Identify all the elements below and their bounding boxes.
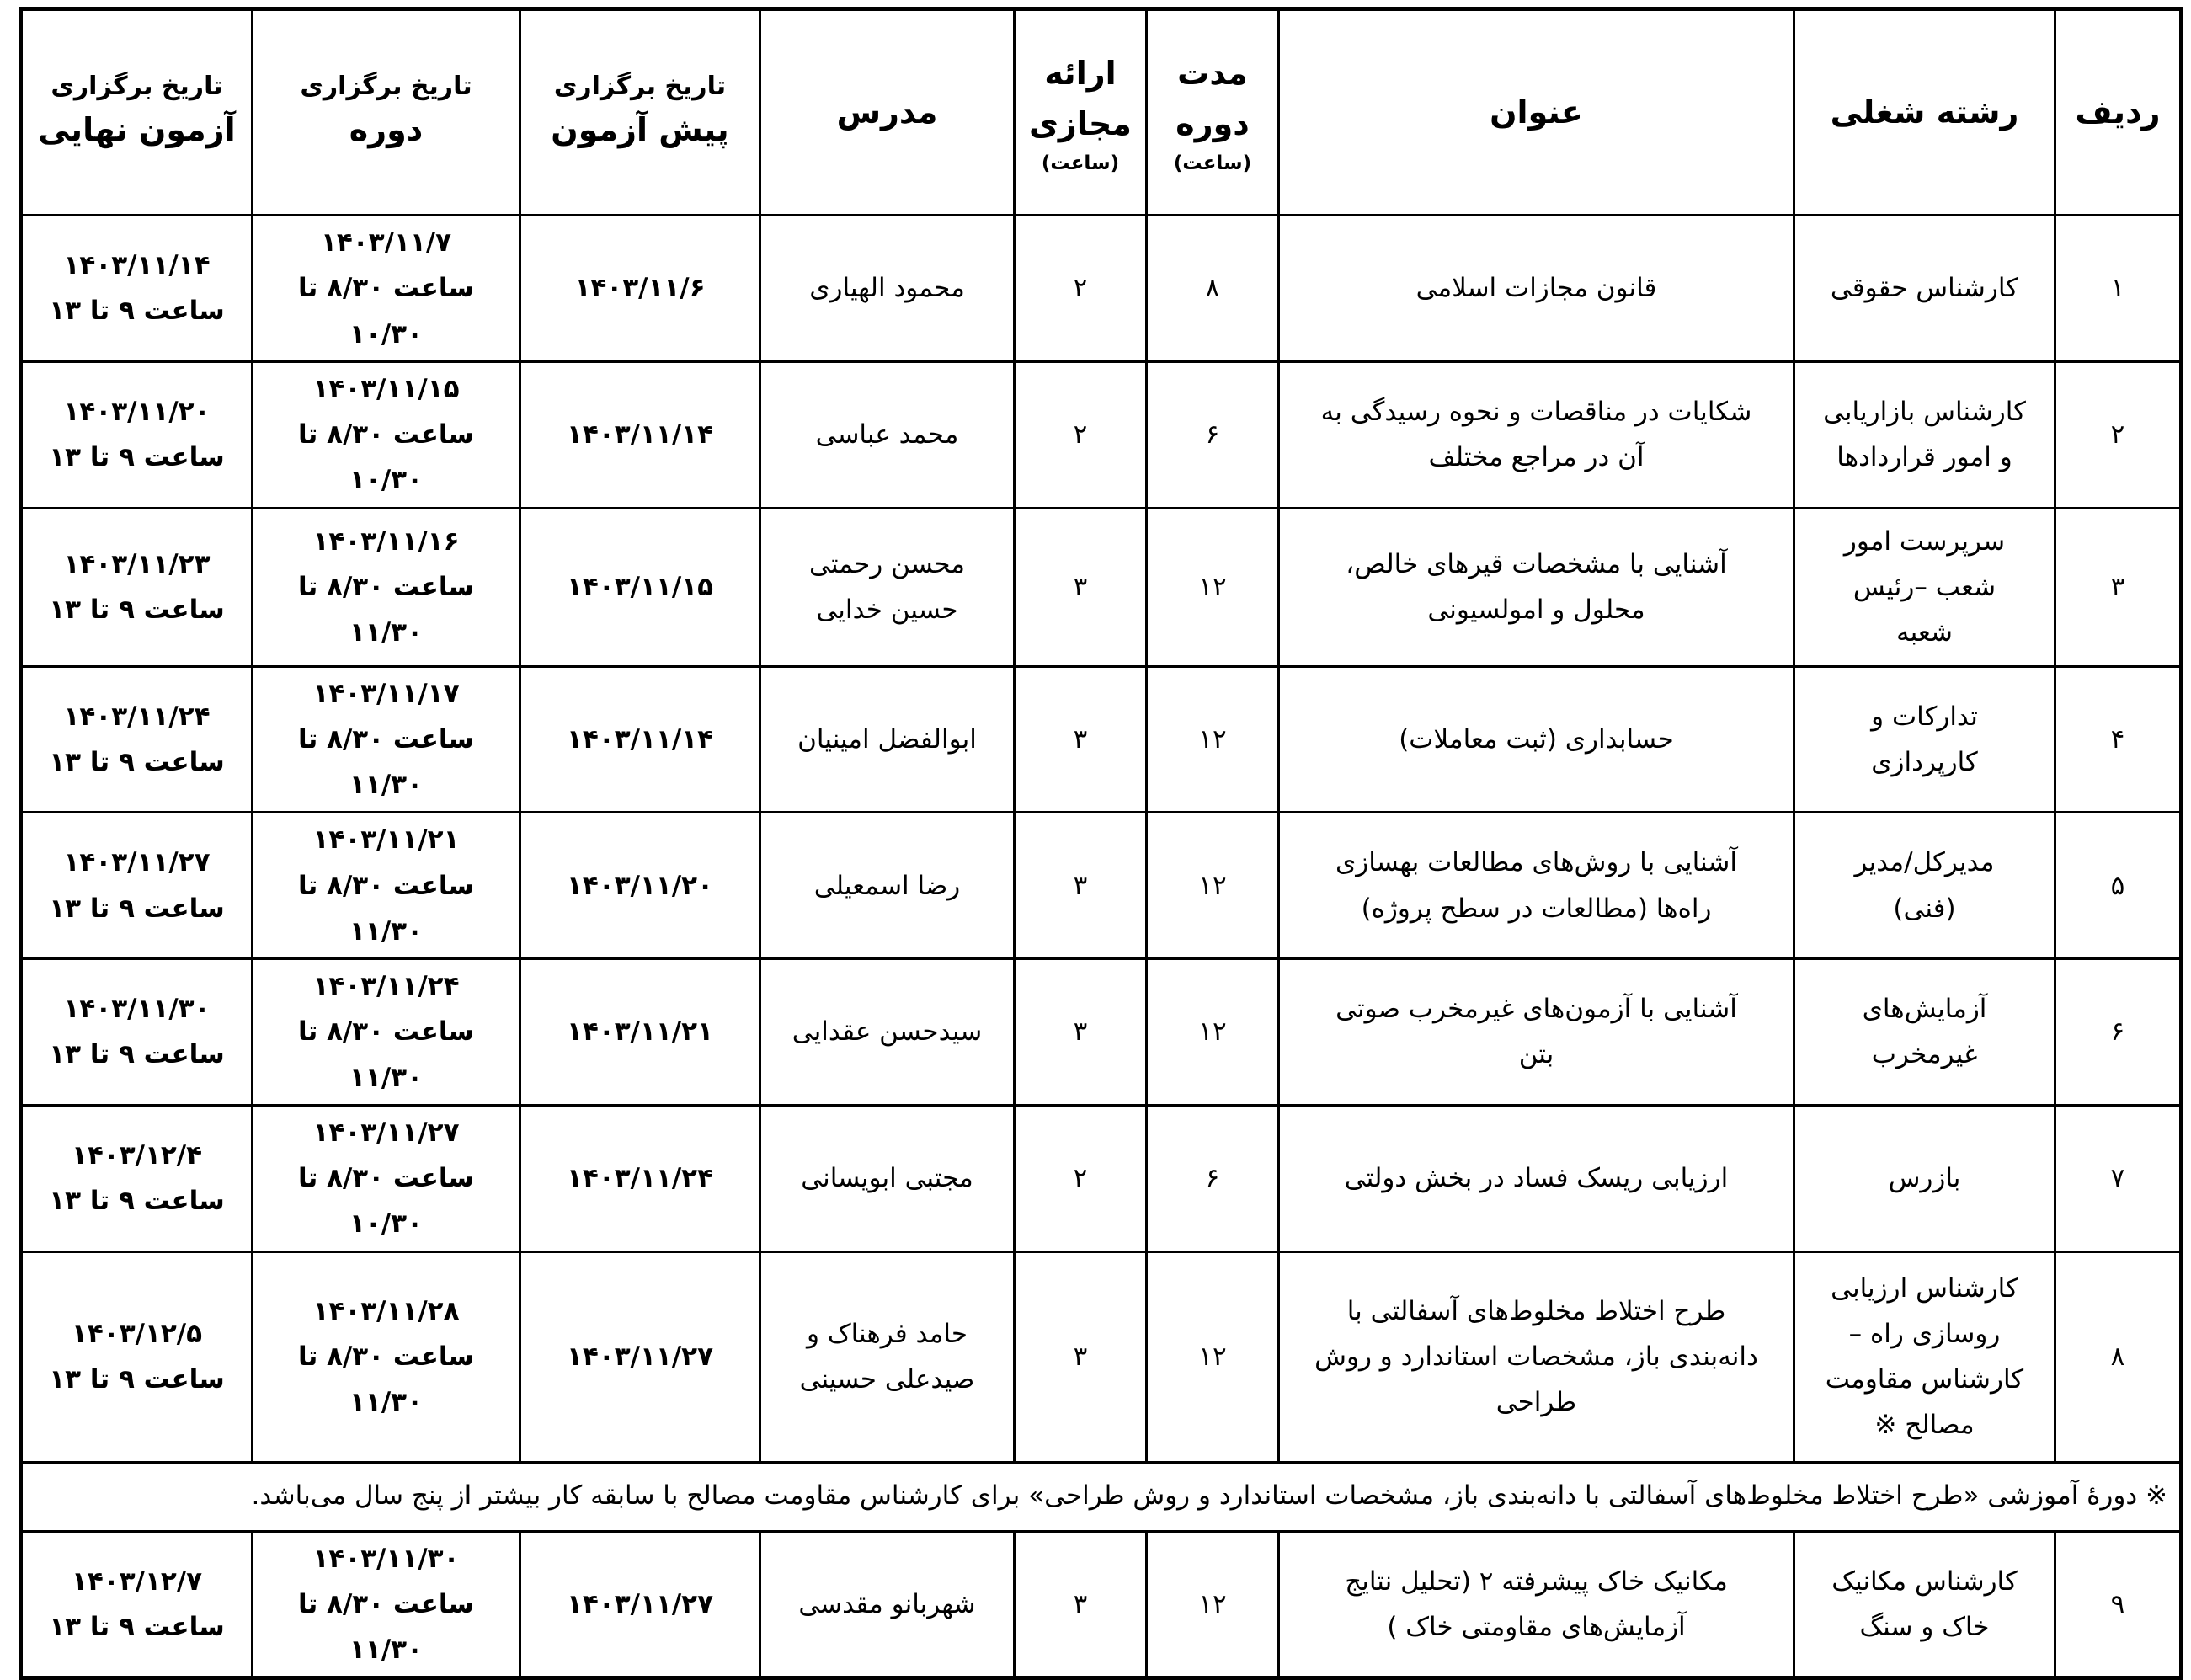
cell-duration-line: ۸	[1205, 273, 1220, 304]
cell-row-no	[2055, 666, 2182, 813]
cell-virtual	[1015, 1251, 1147, 1462]
cell-pretest-date	[520, 361, 760, 508]
cell-virtual	[1015, 508, 1147, 666]
cell-field-line: کارشناس حقوقی	[1830, 273, 2019, 304]
cell-final-date-line: ساعت ۹ تا ۱۳	[49, 595, 225, 625]
header-row-no: ردیف	[2055, 9, 2182, 216]
cell-duration-line: ۱۲	[1198, 1016, 1227, 1048]
cell-final-date	[21, 666, 253, 813]
cell-virtual-line: ۳	[1073, 571, 1088, 602]
cell-final-date-line: ۱۴۰۳/۱۲/۷	[71, 1565, 203, 1597]
cell-course-date-line: ساعت ۸/۳۰ تا ۱۱/۳۰	[297, 870, 475, 947]
cell-course-date	[253, 1105, 520, 1251]
cell-field-line: خاک و سنگ	[1859, 1611, 1990, 1642]
cell-final-date	[21, 361, 253, 508]
cell-instructor	[760, 508, 1015, 666]
cell-virtual-line: ۳	[1073, 1588, 1088, 1619]
cell-field-line: مصالح ※	[1874, 1410, 1975, 1441]
cell-duration	[1147, 361, 1279, 508]
table-row	[21, 1251, 2182, 1462]
cell-course-date-line: ۱۴۰۳/۱۱/۲۸	[312, 1295, 460, 1326]
cell-row-no-line: ۸	[2110, 1341, 2125, 1372]
table-row	[21, 959, 2182, 1106]
cell-field	[1794, 1105, 2055, 1251]
cell-field-line: شعب –رئیس	[1852, 571, 1996, 602]
cell-row-no	[2055, 1251, 2182, 1462]
cell-duration	[1147, 813, 1279, 959]
cell-final-date-line: ۱۴۰۳/۱۱/۲۷	[63, 847, 211, 878]
cell-duration	[1147, 666, 1279, 813]
cell-instructor	[760, 216, 1015, 362]
cell-final-date	[21, 813, 253, 959]
header-field: رشته شغلی	[1794, 9, 2055, 216]
cell-field-line: شعبه	[1896, 617, 1953, 648]
cell-duration-line: ۱۲	[1198, 571, 1227, 602]
cell-field	[1794, 959, 2055, 1106]
cell-field	[1794, 1531, 2055, 1678]
table-row	[21, 1531, 2182, 1678]
cell-pretest-date	[520, 1251, 760, 1462]
cell-duration	[1147, 1251, 1279, 1462]
cell-instructor-line: محمود الهیاری	[809, 273, 965, 304]
cell-virtual	[1015, 361, 1147, 508]
cell-final-date-line: ساعت ۹ تا ۱۳	[49, 442, 225, 473]
cell-duration-line: ۶	[1205, 419, 1220, 450]
cell-row-no-line: ۶	[2110, 1016, 2125, 1048]
cell-instructor-line: سیدحسن عقدایی	[792, 1016, 983, 1048]
cell-course-date-line: ۱۴۰۳/۱۱/۱۶	[312, 525, 460, 557]
cell-title-line: آشنایی با مشخصات قیرهای خالص،	[1346, 548, 1727, 579]
cell-title	[1279, 1105, 1794, 1251]
header-virtual: ارائه مجازی (ساعت)	[1015, 9, 1147, 216]
cell-final-date	[21, 1105, 253, 1251]
cell-virtual-line: ۲	[1073, 273, 1088, 304]
table-row	[21, 508, 2182, 666]
cell-virtual	[1015, 813, 1147, 959]
cell-field	[1794, 1251, 2055, 1462]
cell-field-line: کارشناس مکانیک	[1831, 1565, 2018, 1597]
cell-virtual-line: ۲	[1073, 1163, 1088, 1193]
cell-final-date-line: ساعت ۹ تا ۱۳	[49, 1364, 225, 1395]
cell-pretest-date	[520, 813, 760, 959]
cell-duration-line: ۱۲	[1198, 1341, 1227, 1372]
cell-row-no	[2055, 1531, 2182, 1678]
cell-instructor	[760, 1251, 1015, 1462]
header-duration: مدت دوره (ساعت)	[1147, 9, 1279, 216]
cell-virtual	[1015, 216, 1147, 362]
header-pretest-date: تاریخ برگزاری پیش آزمون	[520, 9, 760, 216]
cell-field	[1794, 813, 2055, 959]
cell-duration	[1147, 959, 1279, 1106]
cell-final-date-line: ۱۴۰۳/۱۱/۲۰	[63, 396, 211, 427]
cell-pretest-date-line: ۱۴۰۳/۱۱/۲۷	[566, 1588, 713, 1619]
cell-final-date-line: ۱۴۰۳/۱۲/۵	[71, 1318, 203, 1349]
cell-course-date-line: ۱۴۰۳/۱۱/۲۴	[312, 971, 460, 1001]
cell-instructor	[760, 813, 1015, 959]
cell-course-date	[253, 959, 520, 1106]
cell-final-date	[21, 508, 253, 666]
header-instructor: مدرس	[760, 9, 1015, 216]
cell-field	[1794, 216, 2055, 362]
cell-course-date	[253, 813, 520, 959]
cell-virtual	[1015, 666, 1147, 813]
cell-course-date	[253, 666, 520, 813]
cell-virtual	[1015, 1105, 1147, 1251]
cell-field	[1794, 666, 2055, 813]
cell-course-date	[253, 361, 520, 508]
cell-row-no-line: ۳	[2110, 571, 2125, 602]
cell-title	[1279, 361, 1794, 508]
table-body	[21, 216, 2182, 1678]
header-final-date: تاریخ برگزاری آزمون نهایی	[21, 9, 253, 216]
cell-virtual-line: ۳	[1073, 1341, 1088, 1372]
cell-title-line: قانون مجازات اسلامی	[1415, 273, 1657, 304]
cell-title-line: آن در مراجع مختلف	[1428, 442, 1645, 473]
cell-duration-line: ۱۲	[1198, 870, 1227, 901]
table-row	[21, 361, 2182, 508]
cell-field-line: تدارکات و	[1871, 701, 1978, 732]
cell-course-date-line: ۱۴۰۳/۱۱/۱۷	[312, 678, 460, 709]
cell-field-line: آزمایش‌های	[1862, 994, 1987, 1025]
cell-final-date-line: ساعت ۹ تا ۱۳	[49, 746, 225, 777]
cell-course-date	[253, 1251, 520, 1462]
cell-field-line: کارشناس مقاومت	[1825, 1364, 2024, 1395]
cell-title	[1279, 508, 1794, 666]
cell-field-line: (فنی)	[1893, 893, 1956, 924]
cell-pretest-date	[520, 666, 760, 813]
cell-pretest-date	[520, 1531, 760, 1678]
footnote-row	[21, 1462, 2182, 1531]
cell-instructor-line: مجتبی ابویسانی	[801, 1163, 973, 1193]
cell-title-line: بتن	[1518, 1039, 1554, 1070]
cell-final-date-line: ۱۴۰۳/۱۱/۳۰	[63, 994, 211, 1025]
header-title: عنوان	[1279, 9, 1794, 216]
cell-course-date-line: ۱۴۰۳/۱۱/۲۷	[312, 1117, 460, 1148]
cell-title-line: ارزیابی ریسک فساد در بخش دولتی	[1344, 1163, 1729, 1193]
cell-course-date	[253, 1531, 520, 1678]
cell-title-line: آشنایی با آزمون‌های غیرمخرب صوتی	[1335, 994, 1737, 1025]
cell-instructor-line: محسن رحمتی	[809, 548, 965, 579]
cell-pretest-date	[520, 959, 760, 1106]
cell-field-line: غیرمخرب	[1871, 1039, 1978, 1070]
cell-course-date-line: ساعت ۸/۳۰ تا ۱۱/۳۰	[297, 1341, 475, 1418]
cell-title-line: طراحی	[1495, 1387, 1577, 1418]
cell-title-line: مکانیک خاک پیشرفته ۲ (تحلیل نتایج	[1345, 1565, 1728, 1597]
cell-instructor-line: رضا اسمعیلی	[813, 870, 961, 901]
cell-final-date-line: ساعت ۹ تا ۱۳	[49, 1186, 225, 1217]
cell-virtual-line: ۲	[1073, 419, 1088, 450]
cell-field-line: کارپردازی	[1871, 746, 1978, 777]
cell-row-no-line: ۲	[2110, 419, 2125, 450]
cell-title	[1279, 1251, 1794, 1462]
cell-title-line: طرح اختلاط مخلوط‌های آسفالتی با	[1346, 1295, 1726, 1326]
cell-course-date-line: ساعت ۸/۳۰ تا ۱۱/۳۰	[297, 1588, 475, 1665]
cell-final-date-line: ۱۴۰۳/۱۱/۱۴	[63, 250, 211, 281]
cell-row-no	[2055, 508, 2182, 666]
cell-duration	[1147, 508, 1279, 666]
cell-pretest-date	[520, 1105, 760, 1251]
cell-instructor-line: حامد فرهناک و	[807, 1318, 968, 1349]
header-course-date: تاریخ برگزاری دوره	[253, 9, 520, 216]
cell-course-date-line: ۱۴۰۳/۱۱/۱۵	[312, 373, 460, 404]
cell-pretest-date-line: ۱۴۰۳/۱۱/۱۵	[566, 571, 713, 602]
cell-title	[1279, 813, 1794, 959]
cell-duration-line: ۱۲	[1198, 1588, 1227, 1619]
cell-duration	[1147, 1531, 1279, 1678]
cell-course-date-line: ساعت ۸/۳۰ تا ۱۰/۳۰	[297, 1163, 475, 1240]
cell-title-line: شکایات در مناقصات و نحوه رسیدگی به	[1320, 396, 1752, 427]
cell-course-date	[253, 508, 520, 666]
cell-instructor-line: حسین خدایی	[816, 595, 958, 625]
cell-virtual-line: ۳	[1073, 870, 1088, 901]
cell-row-no	[2055, 959, 2182, 1106]
cell-row-no-line: ۹	[2110, 1588, 2125, 1619]
cell-title-line: راه‌ها (مطالعات در سطح پروژه)	[1361, 893, 1712, 924]
cell-instructor	[760, 666, 1015, 813]
cell-field-line: مدیرکل/مدیر	[1854, 847, 1995, 878]
cell-course-date-line: ۱۴۰۳/۱۱/۲۱	[312, 824, 460, 856]
cell-pretest-date	[520, 508, 760, 666]
cell-final-date	[21, 959, 253, 1106]
cell-final-date-line: ۱۴۰۳/۱۱/۲۴	[63, 701, 211, 732]
cell-duration-line: ۱۲	[1198, 723, 1227, 755]
cell-row-no	[2055, 216, 2182, 362]
cell-virtual-line: ۳	[1073, 1016, 1088, 1048]
cell-field	[1794, 508, 2055, 666]
cell-pretest-date-line: ۱۴۰۳/۱۱/۲۴	[566, 1163, 713, 1193]
cell-title-line: دانه‌بندی باز، مشخصات استاندارد و روش	[1314, 1341, 1758, 1372]
cell-title-line: محلول و امولسیونی	[1427, 595, 1645, 625]
cell-title	[1279, 959, 1794, 1106]
cell-pretest-date	[520, 216, 760, 362]
cell-instructor-line: شهربانو مقدسی	[798, 1588, 976, 1619]
cell-virtual	[1015, 1531, 1147, 1678]
cell-duration	[1147, 216, 1279, 362]
cell-field-line: و امور قراردادها	[1836, 442, 2012, 473]
cell-instructor	[760, 1531, 1015, 1678]
cell-virtual-line: ۳	[1073, 723, 1088, 755]
cell-instructor	[760, 361, 1015, 508]
cell-instructor-line: صیدعلی حسینی	[799, 1364, 975, 1395]
cell-field	[1794, 361, 2055, 508]
cell-title-line: آشنایی با روش‌های مطالعات بهسازی	[1335, 847, 1737, 878]
cell-field-line: بازرس	[1888, 1163, 1961, 1193]
cell-duration-line: ۶	[1205, 1163, 1220, 1193]
cell-pretest-date-line: ۱۴۰۳/۱۱/۱۴	[566, 723, 713, 755]
course-schedule-table	[19, 7, 2183, 1680]
footnote-text: ※ دورۀ آموزشی «طرح اختلاط مخلوط‌های آسفالتی با دانه‌بندی باز، مشخصات استاندارد و روش طراحی» برای کارشناس مقاومت مصالح با سابقه کار بیشتر از پنج سال می‌باشد.	[21, 1462, 2182, 1531]
cell-course-date-line: ۱۴۰۳/۱۱/۷	[320, 227, 452, 258]
cell-row-no-line: ۱	[2110, 273, 2125, 304]
cell-final-date	[21, 216, 253, 362]
cell-final-date-line: ۱۴۰۳/۱۱/۲۳	[63, 548, 211, 579]
cell-final-date	[21, 1531, 253, 1678]
cell-course-date-line: ساعت ۸/۳۰ تا ۱۱/۳۰	[297, 1016, 475, 1093]
cell-field-line: روسازی راه –	[1848, 1318, 2001, 1349]
cell-instructor	[760, 1105, 1015, 1251]
cell-row-no-line: ۷	[2110, 1163, 2125, 1193]
cell-final-date-line: ۱۴۰۳/۱۲/۴	[71, 1139, 203, 1171]
cell-pretest-date-line: ۱۴۰۳/۱۱/۲۷	[566, 1341, 713, 1372]
cell-title-line: حسابداری (ثبت معاملات)	[1399, 723, 1674, 755]
cell-title	[1279, 216, 1794, 362]
table-row	[21, 813, 2182, 959]
cell-instructor	[760, 959, 1015, 1106]
cell-course-date-line: ساعت ۸/۳۰ تا ۱۱/۳۰	[297, 571, 475, 648]
table-row	[21, 216, 2182, 362]
cell-title	[1279, 1531, 1794, 1678]
cell-title	[1279, 666, 1794, 813]
cell-course-date-line: ساعت ۸/۳۰ تا ۱۱/۳۰	[297, 723, 475, 800]
cell-row-no	[2055, 813, 2182, 959]
cell-row-no-line: ۴	[2110, 723, 2125, 755]
cell-pretest-date-line: ۱۴۰۳/۱۱/۶	[574, 273, 706, 304]
cell-course-date	[253, 216, 520, 362]
cell-row-no	[2055, 1105, 2182, 1251]
cell-field-line: کارشناس بازاریابی	[1823, 396, 2026, 427]
cell-final-date-line: ساعت ۹ تا ۱۳	[49, 1039, 225, 1070]
cell-row-no	[2055, 361, 2182, 508]
cell-duration	[1147, 1105, 1279, 1251]
cell-final-date-line: ساعت ۹ تا ۱۳	[49, 893, 225, 924]
cell-field-line: کارشناس ارزیابی	[1831, 1272, 2018, 1304]
cell-pretest-date-line: ۱۴۰۳/۱۱/۲۱	[566, 1016, 713, 1048]
cell-row-no-line: ۵	[2110, 870, 2125, 901]
table-row	[21, 666, 2182, 813]
table-row	[21, 1105, 2182, 1251]
cell-virtual	[1015, 959, 1147, 1106]
header-row	[21, 9, 2182, 216]
cell-title-line: آزمایش‌های مقاومتی خاک )	[1387, 1611, 1686, 1642]
cell-instructor-line: ابوالفضل امینیان	[797, 723, 977, 755]
cell-final-date	[21, 1251, 253, 1462]
cell-field-line: سرپرست امور	[1843, 525, 2006, 557]
cell-course-date-line: ساعت ۸/۳۰ تا ۱۰/۳۰	[297, 273, 475, 349]
cell-course-date-line: ۱۴۰۳/۱۱/۳۰	[312, 1543, 460, 1574]
cell-final-date-line: ساعت ۹ تا ۱۳	[49, 296, 225, 327]
cell-final-date-line: ساعت ۹ تا ۱۳	[49, 1611, 225, 1642]
cell-pretest-date-line: ۱۴۰۳/۱۱/۲۰	[566, 870, 713, 901]
cell-pretest-date-line: ۱۴۰۳/۱۱/۱۴	[566, 419, 713, 450]
cell-course-date-line: ساعت ۸/۳۰ تا ۱۰/۳۰	[297, 419, 475, 496]
cell-instructor-line: محمد عباسی	[815, 419, 959, 450]
